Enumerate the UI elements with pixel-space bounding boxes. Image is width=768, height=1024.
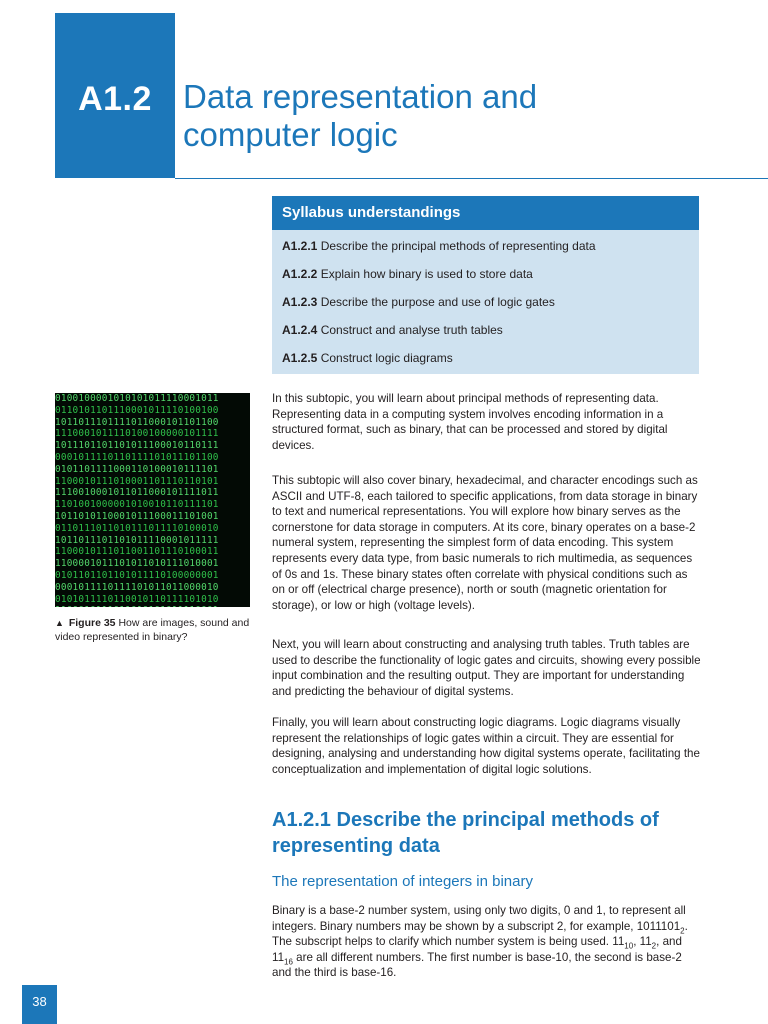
subsection-heading	[272, 807, 702, 859]
para-text: , 11	[633, 935, 652, 949]
binary-row: 0100100001010101011110001011	[55, 393, 219, 404]
binary-row: 1011101101101011100010110111	[55, 440, 219, 452]
syllabus-heading: Syllabus understandings	[272, 196, 699, 230]
subscript: 2	[651, 941, 657, 951]
syllabus-item-code: A1.2.5	[282, 351, 318, 365]
subsubsection-heading: The representation of integers in binary	[272, 873, 533, 890]
binary-row: 0101011110110010110111101010	[55, 593, 219, 605]
subsection-code: A1.2.1	[272, 809, 331, 831]
subscript: 2	[680, 925, 685, 935]
syllabus-item-text: Explain how binary is used to store data	[320, 267, 533, 281]
binary-row: 1011010110001011100011101001	[55, 510, 219, 522]
title-divider	[175, 13, 179, 178]
binary-row: 1100010111010001101110110101	[55, 475, 219, 487]
intro-paragraph: Next, you will learn about constructing and analysing truth tables. Truth tables are used to describe the functionality of logic gates and circuits, showing every possible input combination and the resulting output. They are important for understanding and predicting the behaviour of digital systems.	[272, 638, 701, 698]
binary-row: 1110010001011011000101111011	[55, 487, 219, 499]
syllabus-item-code: A1.2.3	[282, 295, 318, 309]
figure-label: Figure 35	[68, 617, 116, 629]
syllabus-item-text: Describe the principal methods of representing data	[320, 239, 596, 253]
syllabus-item	[282, 321, 689, 349]
syllabus-item-text: Construct logic diagrams	[320, 351, 453, 365]
intro-paragraph: In this subtopic, you will learn about principal methods of representing data. Representing data in a computing system involves encoding information in a structured format, such as binary, that can be processed and stored by digital devices.	[272, 392, 668, 452]
figure-caption-text: How are images, sound and video represented in binary?	[55, 617, 250, 643]
binary-row: 0101101111000110100010111101	[55, 463, 219, 475]
binary-row: 0101101101101011110100000001	[55, 569, 219, 581]
binary-paragraph	[272, 903, 702, 981]
binary-row: 1100001011101011010111010001	[55, 558, 219, 570]
syllabus-item	[282, 349, 689, 377]
para-text: . The subscript helps to clarify which number system is being used. 11	[272, 919, 688, 949]
binary-row: 1101001000001010010110111101	[55, 499, 219, 511]
syllabus-item	[282, 237, 689, 265]
subscript: 16	[284, 957, 293, 967]
syllabus-item-code: A1.2.2	[282, 267, 318, 281]
syllabus-list	[272, 230, 699, 377]
subscript: 10	[624, 941, 634, 951]
intro-paragraph: Finally, you will learn about constructing logic diagrams. Logic diagrams visually represent the relationships of logic gates within a circuit. They are essential for designing, analysing and understanding how digital systems operate, facilitating the conceptualization and implementation of digital logic solutions.	[272, 716, 700, 776]
binary-row: 0001011110111101011011000010	[55, 581, 219, 593]
binary-row: 1011011101101011110001011111	[55, 534, 219, 546]
section-title	[183, 78, 663, 154]
binary-row: 0110111011010111011110100010	[55, 522, 219, 534]
syllabus-item-text: Construct and analyse truth tables	[320, 323, 503, 337]
section-title-line1: Data representation and	[183, 78, 538, 115]
page-number: 38	[32, 993, 47, 1009]
intro-paragraph: This subtopic will also cover binary, hexadecimal, and character encodings such as ASCII and UTF-8, each tailored to specific applications, from data storage in binary to text and numerical representations. You will explore how binary serves as the cornerstone for data storage in computers. At its core, binary operates on a base-2 numeral system, representing the simplest form of data encoding. This system represents every data type, from basic numerals to rich multimedia, as sequences of 0s and 1s. These binary states often correlate with physical conditions such as on or off (electrical charge presence), north or south (magnetic orientation for storage), or low or high (voltage levels).	[272, 474, 698, 612]
section-number: A1.2	[78, 80, 152, 118]
triangle-up-icon: ▲	[55, 618, 64, 628]
binary-row: 1100010111011001101110100011	[55, 546, 219, 558]
binary-row: 1011011101111011000101101100	[55, 416, 219, 428]
para-text: , and 11	[272, 935, 682, 964]
subsection-title: Describe the principal methods of representing data	[272, 809, 659, 857]
syllabus-item-text: Describe the purpose and use of logic gates	[320, 295, 555, 309]
header-rule	[175, 178, 768, 179]
binary-row: 0110101101110001011110100100	[55, 404, 219, 416]
binary-row	[55, 605, 250, 607]
binary-row: 1110001011110100100000101111	[55, 428, 219, 440]
syllabus-item-code: A1.2.1	[282, 239, 318, 253]
syllabus-item	[282, 265, 689, 293]
figure-caption	[55, 616, 255, 644]
syllabus-box	[272, 196, 699, 374]
para-text: Binary is a base-2 number system, using only two digits, 0 and 1, to represent all integers. Binary numbers may be shown by a subscript 2, for example, 1011101	[272, 904, 686, 933]
para-text: are all different numbers. The first number is base-10, the second is base-2 and the third is base-16.	[272, 950, 682, 980]
syllabus-item-code: A1.2.4	[282, 323, 318, 337]
section-title-line2: computer logic	[183, 116, 398, 153]
binary-code-image	[55, 393, 250, 607]
binary-row: 0001011110110111101011101100	[55, 451, 219, 463]
syllabus-item	[282, 293, 689, 321]
